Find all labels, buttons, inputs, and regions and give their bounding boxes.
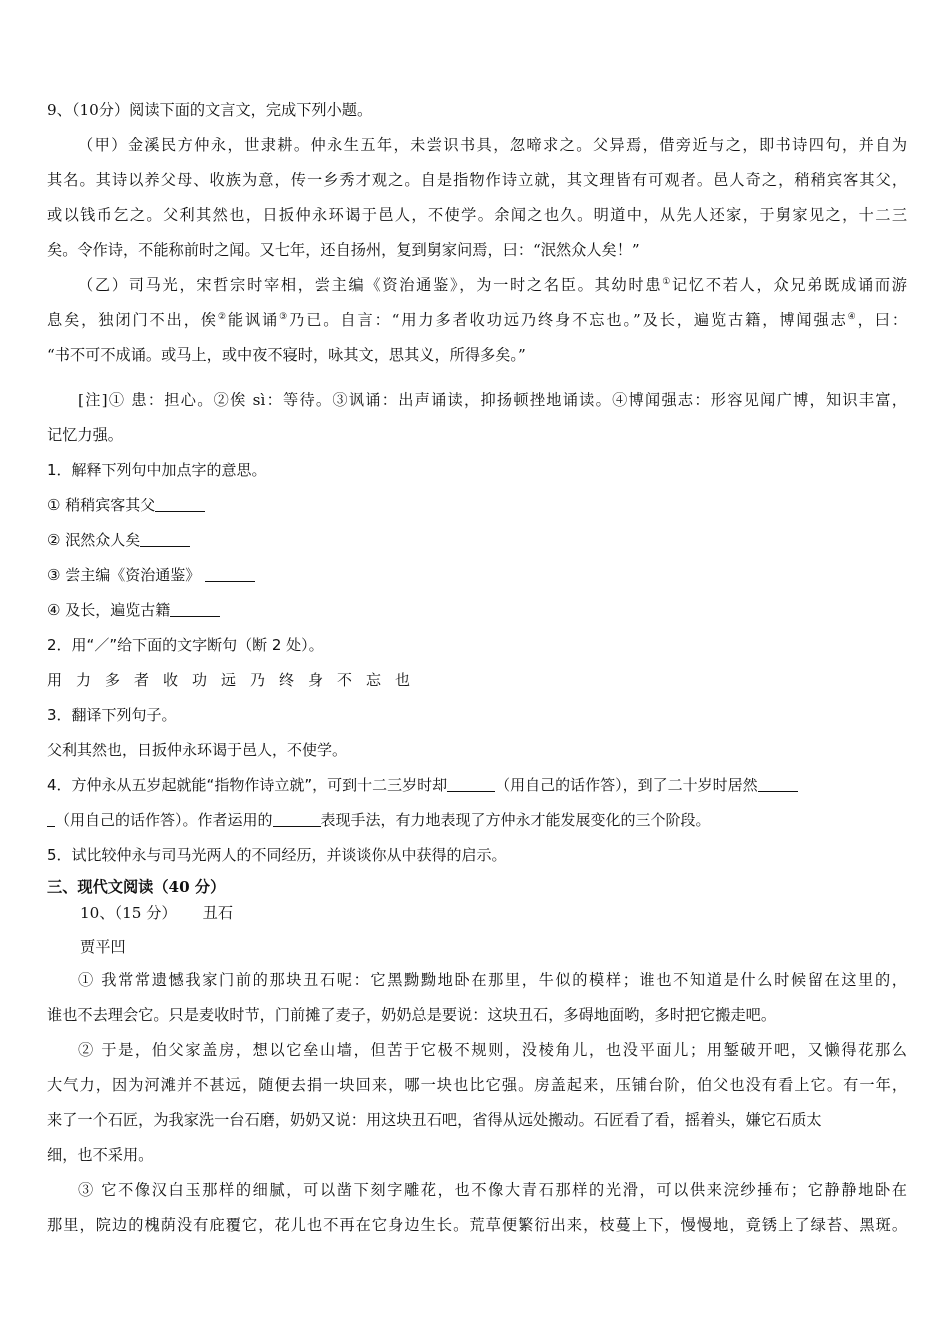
article-author: 贾平凹 [80, 938, 126, 956]
answer-blank[interactable] [170, 602, 220, 617]
item-text: ③ 尝主编《资治通鉴》 [47, 566, 201, 584]
sub4-line [47, 810, 907, 830]
q9-header: 9、（10分）阅读下面的文言文，完成下列小题。 [47, 101, 373, 119]
article-line: ② 于是，伯父家盖房，想以它垒山墙，但苦于它极不规则，没棱角儿，也没平面儿；用錾破开吧，又懒得花那么 [78, 1041, 907, 1059]
answer-blank[interactable] [273, 812, 321, 827]
footnote-marker: ④ [847, 312, 858, 322]
text: （用自己的话作答），到了二十岁时居然 [495, 776, 758, 794]
footnote-marker: ① [662, 277, 672, 287]
sub2-prompt: 2．用“／”给下面的文字断句（断 2 处）。 [47, 636, 324, 654]
passage-yi-line: “书不可不成诵。或马上，或中夜不寝时，咏其文，思其义，所得多矣。” [47, 346, 526, 364]
article-line: 细，也不采用。 [47, 1146, 154, 1164]
passage-jia-line: 其名。其诗以养父母、收族为意，传一乡秀才观之。自是指物作诗立就，其文理皆有可观者。邑人奇之，稍稍宾客其父， [47, 171, 907, 189]
sub3-prompt: 3．翻译下列句子。 [47, 706, 177, 724]
section-heading: 三、现代文阅读（40 分） [47, 878, 226, 896]
text: 能讽诵 [227, 311, 280, 329]
article-line: ① 我常常遗憾我家门前的那块丑石呢：它黑黝黝地卧在那里，牛似的模样；谁也不知道是什么时候留在这里的， [78, 971, 907, 989]
sub2-text: 用力多者收功远乃终身不忘也 [47, 671, 425, 689]
answer-blank[interactable] [758, 777, 798, 792]
text: 息矣，独闭门不出，俟 [47, 311, 218, 329]
answer-blank[interactable] [205, 567, 255, 582]
article-line: 谁也不去理会它。只是麦收时节，门前摊了麦子，奶奶总是要说：这块丑石，多碍地面哟，多时把它搬走吧。 [47, 1006, 776, 1024]
passage-jia-line: 矣。令作诗，不能称前时之闻。又七年，还自扬州，复到舅家问焉，曰：“泯然众人矣！” [47, 241, 640, 259]
passage-yi-line [47, 310, 907, 330]
sub1-item [47, 565, 907, 585]
sub1-prompt: 1．解释下列句中加点字的意思。 [47, 461, 267, 479]
item-text: ④ 及长，遍览古籍 [47, 601, 171, 619]
article-title: 丑石 [202, 904, 234, 922]
answer-blank[interactable] [447, 777, 495, 792]
q10-header [80, 903, 940, 923]
footnote-marker: ③ [279, 312, 290, 322]
text: 记忆不若人，众兄弟既成诵而游 [672, 276, 907, 294]
footnote-marker: ② [217, 312, 228, 322]
text: ，曰： [857, 311, 908, 329]
answer-blank[interactable] [140, 532, 190, 547]
passage-yi-line [78, 275, 907, 295]
article-line: 大气力，因为河滩并不甚远，随便去捐一块回来，哪一块也比它强。房盖起来，压铺台阶，伯父也没有看上它。有一年， [47, 1076, 907, 1094]
note-line: [注]① 患：担心。②俟 sì：等待。③讽诵：出声诵读，抑扬顿挫地诵读。④博闻强志：形容见闻广博，知识丰富， [78, 391, 907, 409]
text: 乃已。自言：“用力多者收功远乃终身不忘也。”及长，遍览古籍，博闻强志 [289, 311, 848, 329]
sub1-item [47, 530, 907, 550]
sub5-prompt: 5．试比较仲永与司马光两人的不同经历，并谈谈你从中获得的启示。 [47, 846, 507, 864]
text: 4．方仲永从五岁起就能“指物作诗立就”，可到十二三岁时却 [47, 776, 448, 794]
item-text: ② 泯然众人矣 [47, 531, 141, 549]
sub1-item [47, 495, 907, 515]
text: （用自己的话作答）。作者运用的 [55, 811, 273, 829]
sub4-line [47, 775, 907, 795]
item-text: ① 稍稍宾客其父 [47, 496, 156, 514]
article-line: 来了一个石匠，为我家洗一台石磨，奶奶又说：用这块丑石吧，省得从远处搬动。石匠看了看，摇着头，嫌它石质太 [47, 1111, 822, 1129]
sub1-item [47, 600, 907, 620]
sub3-text: 父利其然也，日扳仲永环谒于邑人，不使学。 [47, 741, 348, 759]
note-line: 记忆力强。 [47, 426, 123, 444]
article-line: ③ 它不像汉白玉那样的细腻，可以凿下刻字雕花，也不像大青石那样的光滑，可以供来浣纱捶布；它静静地卧在 [78, 1181, 907, 1199]
text: 表现手法，有力地表现了方仲永才能发展变化的三个阶段。 [320, 811, 711, 829]
q10-label: 10、（15 分） [80, 904, 177, 922]
answer-blank[interactable] [47, 812, 55, 827]
passage-jia-line: 或以钱币乞之。父利其然也，日扳仲永环谒于邑人，不使学。余闻之也久。明道中，从先人还家，于舅家见之，十二三 [47, 206, 907, 224]
answer-blank[interactable] [155, 497, 205, 512]
article-line: 那里，院边的槐荫没有庇覆它，花儿也不再在它身边生长。荒草便繁衍出来，枝蔓上下，慢慢地，竟锈上了绿苔、黑斑。 [47, 1216, 907, 1234]
passage-jia-line: （甲）金溪民方仲永，世隶耕。仲永生五年，未尝识书具，忽啼求之。父异焉，借旁近与之，即书诗四句，并自为 [78, 136, 907, 154]
text: （乙）司马光，宋哲宗时宰相，尝主编《资治通鉴》，为一时之名臣。其幼时患 [78, 276, 663, 294]
